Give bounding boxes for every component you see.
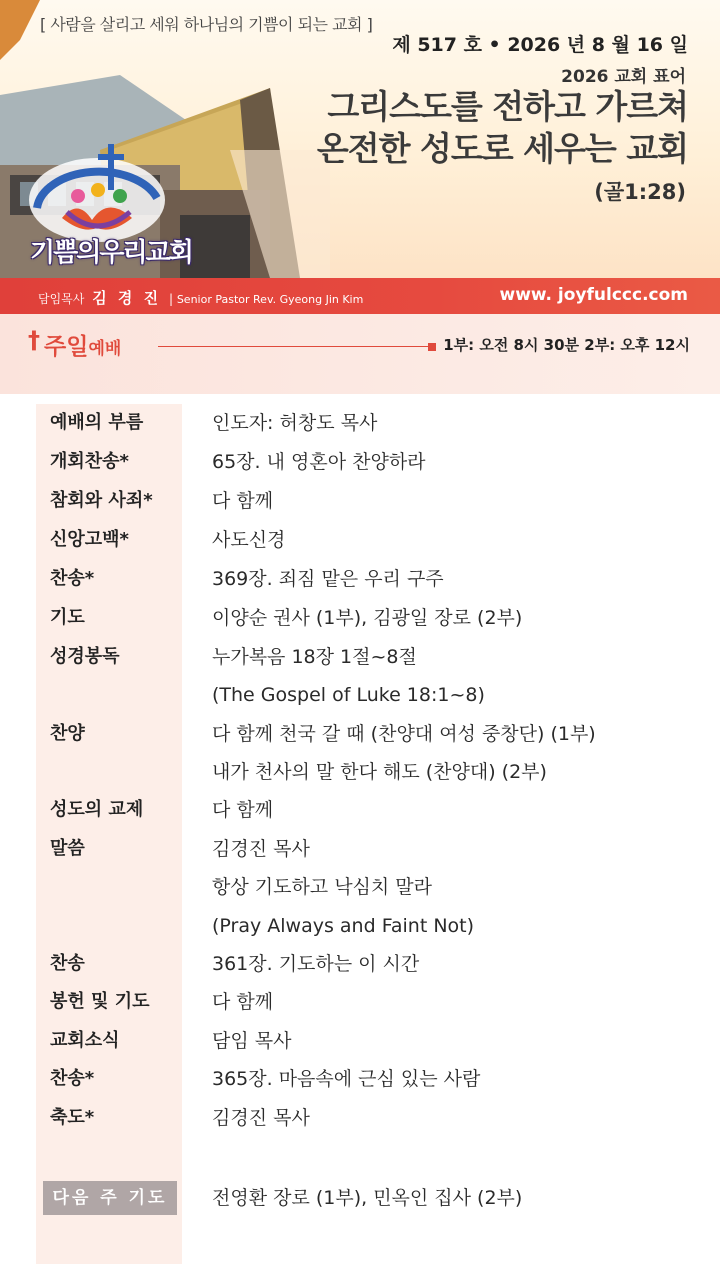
issue-date: 제 517 호 • 2026 년 8 월 16 일 [392,34,688,56]
divider: | [168,292,173,306]
order-value: 361장. 기도하는 이 시간 [212,953,420,975]
pastor-bar [0,278,720,314]
order-row [0,443,720,481]
pastor-name: 김 경 진 [92,289,162,307]
order-row [0,599,720,637]
order-row [0,1060,720,1098]
church-name-logo: 기쁨의우리교회 [30,238,192,268]
order-value: 김경진 목사 [212,1107,310,1129]
slogan-line-1: 그리스도를 전하고 가르쳐 [327,87,688,126]
next-week-prayer-value: 전영환 장로 (1부), 민옥인 집사 (2부) [212,1187,523,1209]
order-value: (Pray Always and Faint Not) [212,915,475,937]
order-label: 참회와 사죄* [50,490,153,511]
order-row [0,676,720,714]
order-value: 사도신경 [212,529,286,551]
order-value: 다 함께 [212,490,274,512]
order-label: 봉헌 및 기도 [50,991,150,1012]
order-label: 개회찬송* [50,451,129,472]
order-value: 김경진 목사 [212,838,310,860]
order-value: 365장. 마음속에 근심 있는 사람 [212,1068,481,1090]
order-label: 예배의 부름 [50,412,144,433]
heading-rule [158,346,428,347]
order-value: 누가복음 18장 1절~8절 [212,646,417,668]
worship-title-sub: 예배 [88,339,122,359]
order-row [0,560,720,598]
order-row [0,753,720,791]
church-motto: [ 사람을 살리고 세워 하나님의 기쁨이 되는 교회 ] [40,15,373,34]
order-label: 기도 [50,607,85,628]
church-slogan [317,86,688,170]
order-label: 말씀 [50,838,85,859]
order-value: 내가 천사의 말 한다 해도 (찬양대) (2부) [212,761,547,783]
order-row [0,521,720,559]
pastor-english-name: Senior Pastor Rev. Gyeong Jin Kim [176,293,364,306]
order-value: 369장. 죄짐 맡은 우리 구주 [212,568,444,590]
order-value: 65장. 내 영혼아 찬양하라 [212,451,426,473]
worship-heading-band [0,314,720,394]
worship-title [44,328,121,361]
order-value: 이양순 권사 (1부), 김광일 장로 (2부) [212,607,523,629]
order-value: 인도자: 허창도 목사 [212,412,378,434]
order-row [0,1099,720,1137]
order-value: 다 함께 [212,799,274,821]
order-label: 신앙고백* [50,529,129,550]
order-row [0,1022,720,1060]
next-week-prayer-label: 다음 주 기도 [52,1188,168,1208]
year-motto-heading: 2026 교회 표어 [561,67,686,87]
order-row [0,907,720,945]
slogan-verse: (골1:28) [594,180,686,204]
order-label: 찬송* [50,568,95,589]
order-row [0,404,720,442]
order-value: 다 함께 천국 갈 때 (찬양대 여성 중창단) (1부) [212,723,596,745]
order-row [0,983,720,1021]
order-value: (The Gospel of Luke 18:1~8) [212,684,485,706]
order-label: 축도* [50,1107,95,1128]
order-row [0,482,720,520]
order-label: 찬송* [50,1068,95,1089]
pastor-info [38,287,363,308]
website-link[interactable]: www. joyfulccc.com [499,285,688,305]
order-label: 교회소식 [50,1030,120,1051]
pastor-role: 담임목사 [38,292,85,306]
order-label: 찬양 [50,723,85,744]
order-row [0,715,720,753]
slogan-line-2: 온전한 성도로 세우는 교회 [316,129,688,168]
order-label: 성경봉독 [50,646,120,667]
service-times: 1부: 오전 8시 30분 2부: 오후 12시 [443,336,690,354]
order-row [0,791,720,829]
order-label: 찬송 [50,953,85,974]
next-week-prayer-label-box [43,1181,177,1215]
cross-icon: † [28,326,40,354]
order-value: 담임 목사 [212,1030,292,1052]
order-value: 항상 기도하고 낙심치 말라 [212,876,433,898]
order-label: 성도의 교제 [50,799,144,820]
order-row [0,945,720,983]
order-row [0,638,720,676]
bulletin-header [0,0,720,278]
order-row [0,830,720,868]
heading-rule-square [428,343,436,351]
worship-title-main: 주일 [44,334,89,360]
order-row [0,868,720,906]
order-value: 다 함께 [212,991,274,1013]
